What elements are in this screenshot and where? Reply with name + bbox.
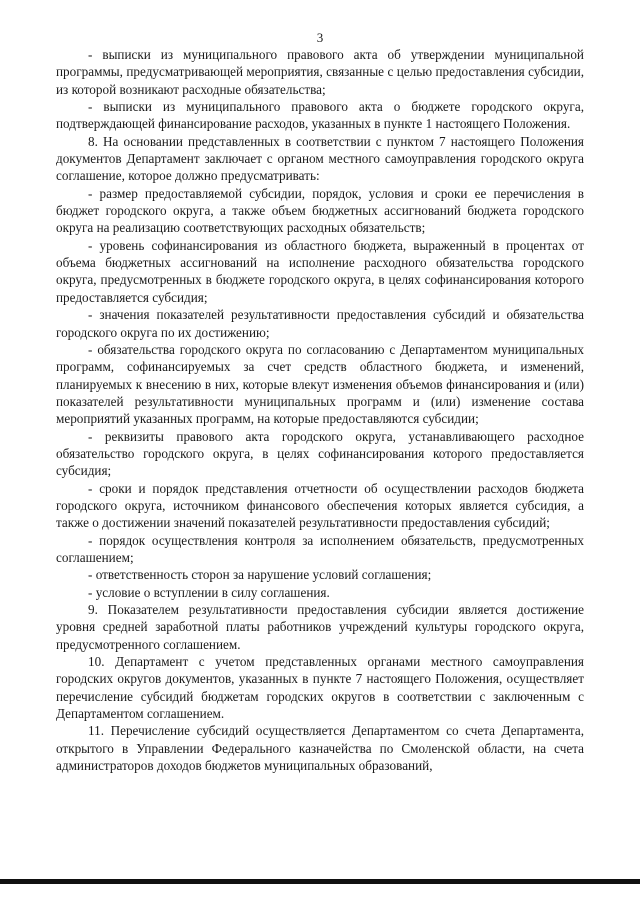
paragraph-item-11: 11. Перечисление субсидий осуществляется Департаментом со счета Департамента, открытого в Управлении Федерального казначейства по Смоленской области, на счета администраторов доходов бюджетов муниципальных образований, (56, 723, 584, 774)
paragraph-responsibility: - ответственность сторон за нарушение условий соглашения; (88, 567, 432, 583)
paragraph-control: - порядок осуществления контроля за исполнением обязательств, предусмотренных соглашением; (56, 532, 584, 565)
paragraph-item-8: 8. На основании представленных в соответствии с пунктом 7 настоящего Положения документов Департамент заключает с органом местного самоуправления городского округа соглашение, которое должно предусматривать: (56, 133, 584, 184)
document-body (56, 46, 584, 774)
paragraph-item-10: 10. Департамент с учетом представленных органами местного самоуправления городских округов документов, указанных в пункте 7 настоящего Положения, осуществляет перечисление субсидий бюджетам городских округов в соответствии с заключенным с Департаментом соглашением. (56, 654, 584, 722)
page-number: 3 (316, 30, 324, 45)
paragraph-item-9: 9. Показателем результативности предоставления субсидии является достижение уровня средней заработной платы работников учреждений культуры городского округа, предусмотренного соглашением. (56, 602, 584, 652)
paragraph-cofinancing-level: - уровень софинансирования из областного бюджета, выраженный в процентах от объема бюджетных ассигнований на исполнение расходного обязательства городского округа, предусмотренных в бюджете городского округа, в целях софинансирования которого предоставляется субсидия; (56, 237, 584, 305)
page-bottom-edge (0, 879, 640, 884)
paragraph-legal-act-details: - реквизиты правового акта городского округа, устанавливающего расходное обязательство городского округа, в целях софинансирования которого предоставляется субсидия; (56, 428, 584, 479)
paragraph-reporting: - сроки и порядок представления отчетности об осуществлении расходов бюджета городского округа, источником финансового обеспечения которых является субсидия, а также о достижении значений показателей результативности предоставления субсидий; (56, 480, 584, 531)
paragraph-entry-into-force: - условие о вступлении в силу соглашения. (88, 584, 330, 600)
paragraph-indicator-values: - значения показателей результативности предоставления субсидий и обязательства городского округа по их достижению; (56, 307, 584, 340)
paragraph-extract-program: - выписки из муниципального правового акта об утверждении муниципальной программы, предусматривающей мероприятия, связанные с целью предоставления субсидии, из которой возникают расходные обязательства; (56, 47, 584, 97)
paragraph-subsidy-size: - размер предоставляемой субсидии, порядок, условия и сроки ее перечисления в бюджет городского округа, а также объем бюджетных ассигнований бюджета городского округа на реализацию соответствующих расходных обязательств; (56, 185, 584, 236)
paragraph-program-approval: - обязательства городского округа по согласованию с Департаментом муниципальных программ, софинансируемых за счет средств областного бюджета, и изменений, планируемых к внесению в них, которые влекут изменения объемов финансирования и (или) показателей результативности муниципальных программ и (или) изменение состава мероприятий указанных программ, на которые предоставляются субсидии; (56, 341, 584, 427)
paragraph-extract-budget: - выписки из муниципального правового акта о бюджете городского округа, подтверждающей финансирование расходов, указанных в пункте 1 настоящего Положения. (56, 99, 584, 132)
